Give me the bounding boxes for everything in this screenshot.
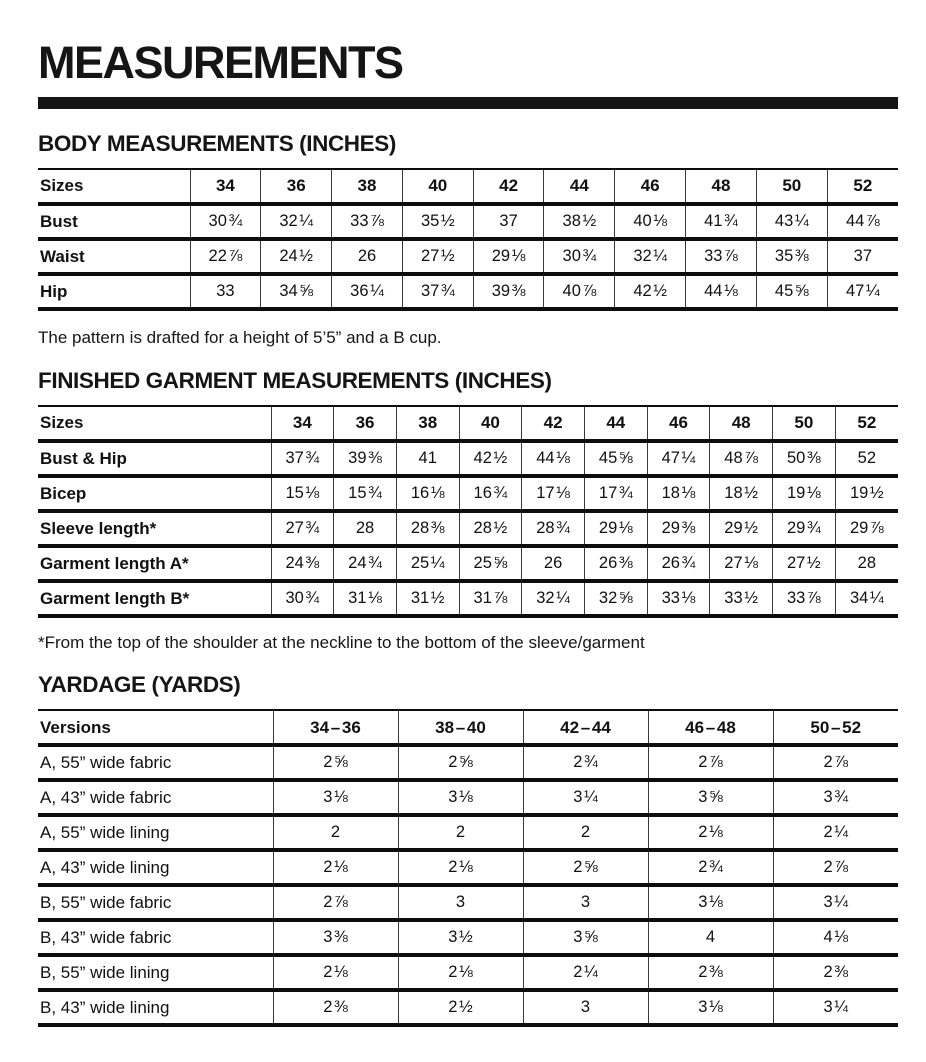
value-cell: 3 ¾: [773, 780, 898, 815]
table-row: [38, 581, 898, 616]
value-cell: 2 ⅞: [773, 850, 898, 885]
value-cell: 17 ¾: [584, 476, 647, 511]
header-row: [38, 710, 898, 745]
body-measurements-heading: BODY MEASUREMENTS (INCHES): [38, 131, 396, 156]
value-cell: 24 ⅜: [271, 546, 334, 581]
value-cell: 4: [648, 920, 773, 955]
page-content: [38, 37, 898, 1027]
value-cell: 2 ⅞: [773, 745, 898, 780]
value-cell: 2 ⅜: [273, 990, 398, 1025]
column-header: 40: [459, 406, 522, 441]
value-cell: 52: [835, 441, 898, 476]
value-cell: 3 ⅝: [648, 780, 773, 815]
table-row: [38, 955, 898, 990]
value-cell: 38 ½: [544, 204, 615, 239]
value-cell: 18 ½: [710, 476, 773, 511]
yardage-table: [38, 709, 898, 1027]
column-header: 50: [773, 406, 836, 441]
column-header: 50: [756, 169, 827, 204]
value-cell: 2 ½: [398, 990, 523, 1025]
table-row: [38, 204, 898, 239]
table-row: [38, 745, 898, 780]
value-cell: 2 ⅝: [398, 745, 523, 780]
value-cell: 40 ⅞: [544, 274, 615, 309]
column-header: 44: [544, 169, 615, 204]
header-row: [38, 169, 898, 204]
header-row: [38, 406, 898, 441]
value-cell: 18 ⅛: [647, 476, 710, 511]
header-row-label: Sizes: [38, 169, 190, 204]
value-cell: 2: [273, 815, 398, 850]
table-row: [38, 511, 898, 546]
value-cell: 43 ¼: [756, 204, 827, 239]
row-label: Garment length B*: [38, 581, 271, 616]
value-cell: 30 ¾: [544, 239, 615, 274]
column-header: 34 – 36: [273, 710, 398, 745]
value-cell: 3: [398, 885, 523, 920]
value-cell: 47 ¼: [827, 274, 898, 309]
value-cell: 41 ¾: [686, 204, 757, 239]
value-cell: 26 ⅜: [584, 546, 647, 581]
value-cell: 3 ½: [398, 920, 523, 955]
row-label: Bust: [38, 204, 190, 239]
value-cell: 2 ⅛: [273, 955, 398, 990]
table-row: [38, 780, 898, 815]
body-measurements-section: [38, 132, 898, 311]
table-row: [38, 239, 898, 274]
value-cell: 3 ¼: [523, 780, 648, 815]
value-cell: 47 ¼: [647, 441, 710, 476]
column-header: 44: [584, 406, 647, 441]
value-cell: 15 ¾: [334, 476, 397, 511]
value-cell: 3 ¼: [773, 990, 898, 1025]
height-cup-note: The pattern is drafted for a height of 5’5” and a B cup.: [38, 327, 442, 347]
column-header: 40: [402, 169, 473, 204]
value-cell: 44 ⅛: [522, 441, 585, 476]
value-cell: 29 ⅛: [584, 511, 647, 546]
value-cell: 26: [332, 239, 403, 274]
value-cell: 17 ⅛: [522, 476, 585, 511]
value-cell: 40 ⅛: [615, 204, 686, 239]
value-cell: 36 ¼: [332, 274, 403, 309]
value-cell: 2 ⅞: [648, 745, 773, 780]
table-row: [38, 850, 898, 885]
value-cell: 28 ¾: [522, 511, 585, 546]
value-cell: 42 ½: [615, 274, 686, 309]
row-label: A, 43” wide lining: [38, 850, 273, 885]
value-cell: 37 ¾: [271, 441, 334, 476]
row-label: B, 43” wide lining: [38, 990, 273, 1025]
value-cell: 2: [523, 815, 648, 850]
column-header: 38: [396, 406, 459, 441]
value-cell: 48 ⅞: [710, 441, 773, 476]
value-cell: 30 ¾: [190, 204, 261, 239]
value-cell: 2 ⅛: [398, 955, 523, 990]
value-cell: 42 ½: [459, 441, 522, 476]
value-cell: 2: [398, 815, 523, 850]
value-cell: 45 ⅝: [756, 274, 827, 309]
value-cell: 3 ⅛: [648, 990, 773, 1025]
value-cell: 32 ¼: [261, 204, 332, 239]
column-header: 34: [190, 169, 261, 204]
value-cell: 32 ¼: [522, 581, 585, 616]
row-label: B, 43” wide fabric: [38, 920, 273, 955]
value-cell: 19 ½: [835, 476, 898, 511]
value-cell: 31 ⅛: [334, 581, 397, 616]
value-cell: 3 ⅛: [648, 885, 773, 920]
column-header: 46 – 48: [648, 710, 773, 745]
row-label: B, 55” wide lining: [38, 955, 273, 990]
value-cell: 26: [522, 546, 585, 581]
value-cell: 29 ¾: [773, 511, 836, 546]
value-cell: 3 ⅝: [523, 920, 648, 955]
row-label: Garment length A*: [38, 546, 271, 581]
value-cell: 28 ⅜: [396, 511, 459, 546]
row-label: Waist: [38, 239, 190, 274]
value-cell: 2 ⅝: [523, 850, 648, 885]
value-cell: 19 ⅛: [773, 476, 836, 511]
row-label: Bust & Hip: [38, 441, 271, 476]
value-cell: 29 ⅞: [835, 511, 898, 546]
value-cell: 37: [473, 204, 544, 239]
value-cell: 37 ¾: [402, 274, 473, 309]
value-cell: 29 ⅛: [473, 239, 544, 274]
table-row: [38, 274, 898, 309]
value-cell: 3: [523, 885, 648, 920]
value-cell: 2 ⅞: [273, 885, 398, 920]
value-cell: 3 ⅛: [273, 780, 398, 815]
column-header: 50 – 52: [773, 710, 898, 745]
column-header: 48: [686, 169, 757, 204]
page-title: MEASUREMENTS: [38, 37, 403, 88]
header-row-label: Versions: [38, 710, 273, 745]
value-cell: 39 ⅜: [473, 274, 544, 309]
row-label: A, 43” wide fabric: [38, 780, 273, 815]
column-header: 48: [710, 406, 773, 441]
value-cell: 45 ⅝: [584, 441, 647, 476]
value-cell: 27 ¾: [271, 511, 334, 546]
value-cell: 3 ¼: [773, 885, 898, 920]
value-cell: 33 ⅛: [647, 581, 710, 616]
value-cell: 34 ⅝: [261, 274, 332, 309]
value-cell: 35 ½: [402, 204, 473, 239]
column-header: 36: [261, 169, 332, 204]
title-divider-bar: [38, 97, 898, 109]
value-cell: 33 ⅞: [332, 204, 403, 239]
value-cell: 33 ½: [710, 581, 773, 616]
column-header: 36: [334, 406, 397, 441]
value-cell: 2 ⅜: [648, 955, 773, 990]
value-cell: 32 ¼: [615, 239, 686, 274]
column-header: 34: [271, 406, 334, 441]
value-cell: 2 ⅛: [398, 850, 523, 885]
column-header: 38 – 40: [398, 710, 523, 745]
value-cell: 27 ⅛: [710, 546, 773, 581]
value-cell: 2 ¾: [648, 850, 773, 885]
yardage-section: [38, 673, 898, 1027]
value-cell: 50 ⅜: [773, 441, 836, 476]
value-cell: 33 ⅞: [686, 239, 757, 274]
value-cell: 28: [334, 511, 397, 546]
yardage-heading: YARDAGE (YARDS): [38, 672, 241, 698]
table-row: [38, 441, 898, 476]
value-cell: 39 ⅜: [334, 441, 397, 476]
value-cell: 22 ⅞: [190, 239, 261, 274]
column-header: 42: [473, 169, 544, 204]
column-header: 42 – 44: [523, 710, 648, 745]
value-cell: 26 ¾: [647, 546, 710, 581]
row-label: Sleeve length*: [38, 511, 271, 546]
row-label: B, 55” wide fabric: [38, 885, 273, 920]
table-row: [38, 990, 898, 1025]
value-cell: 29 ⅜: [647, 511, 710, 546]
row-label: Bicep: [38, 476, 271, 511]
value-cell: 2 ⅛: [648, 815, 773, 850]
value-cell: 2 ⅝: [273, 745, 398, 780]
value-cell: 37: [827, 239, 898, 274]
value-cell: 2 ¾: [523, 745, 648, 780]
value-cell: 4 ⅛: [773, 920, 898, 955]
row-label: A, 55” wide fabric: [38, 745, 273, 780]
table-row: [38, 815, 898, 850]
value-cell: 30 ¾: [271, 581, 334, 616]
column-header: 42: [522, 406, 585, 441]
finished-garment-table: [38, 405, 898, 618]
value-cell: 16 ⅛: [396, 476, 459, 511]
value-cell: 24 ¾: [334, 546, 397, 581]
value-cell: 28 ½: [459, 511, 522, 546]
column-header: 46: [615, 169, 686, 204]
value-cell: 44 ⅛: [686, 274, 757, 309]
value-cell: 2 ¼: [773, 815, 898, 850]
value-cell: 3: [523, 990, 648, 1025]
value-cell: 2 ⅜: [773, 955, 898, 990]
table-row: [38, 885, 898, 920]
value-cell: 33: [190, 274, 261, 309]
value-cell: 2 ⅛: [273, 850, 398, 885]
table-row: [38, 920, 898, 955]
value-cell: 27 ½: [773, 546, 836, 581]
value-cell: 3 ⅛: [398, 780, 523, 815]
value-cell: 15 ⅛: [271, 476, 334, 511]
value-cell: 25 ⅝: [459, 546, 522, 581]
value-cell: 3 ⅜: [273, 920, 398, 955]
value-cell: 28: [835, 546, 898, 581]
value-cell: 25 ¼: [396, 546, 459, 581]
body-measurements-table: [38, 168, 898, 311]
row-label: A, 55” wide lining: [38, 815, 273, 850]
column-header: 52: [835, 406, 898, 441]
value-cell: 31 ⅞: [459, 581, 522, 616]
value-cell: 41: [396, 441, 459, 476]
header-row-label: Sizes: [38, 406, 271, 441]
value-cell: 35 ⅜: [756, 239, 827, 274]
value-cell: 32 ⅝: [584, 581, 647, 616]
value-cell: 16 ¾: [459, 476, 522, 511]
column-header: 52: [827, 169, 898, 204]
value-cell: 27 ½: [402, 239, 473, 274]
finished-garment-section: [38, 369, 898, 618]
column-header: 38: [332, 169, 403, 204]
sleeve-garment-footnote: *From the top of the shoulder at the neckline to the bottom of the sleeve/garment: [38, 632, 645, 652]
table-row: [38, 546, 898, 581]
value-cell: 24 ½: [261, 239, 332, 274]
column-header: 46: [647, 406, 710, 441]
row-label: Hip: [38, 274, 190, 309]
value-cell: 2 ¼: [523, 955, 648, 990]
value-cell: 34 ¼: [835, 581, 898, 616]
table-row: [38, 476, 898, 511]
finished-garment-heading: FINISHED GARMENT MEASUREMENTS (INCHES): [38, 368, 552, 394]
value-cell: 29 ½: [710, 511, 773, 546]
value-cell: 31 ½: [396, 581, 459, 616]
value-cell: 33 ⅞: [773, 581, 836, 616]
value-cell: 44 ⅞: [827, 204, 898, 239]
